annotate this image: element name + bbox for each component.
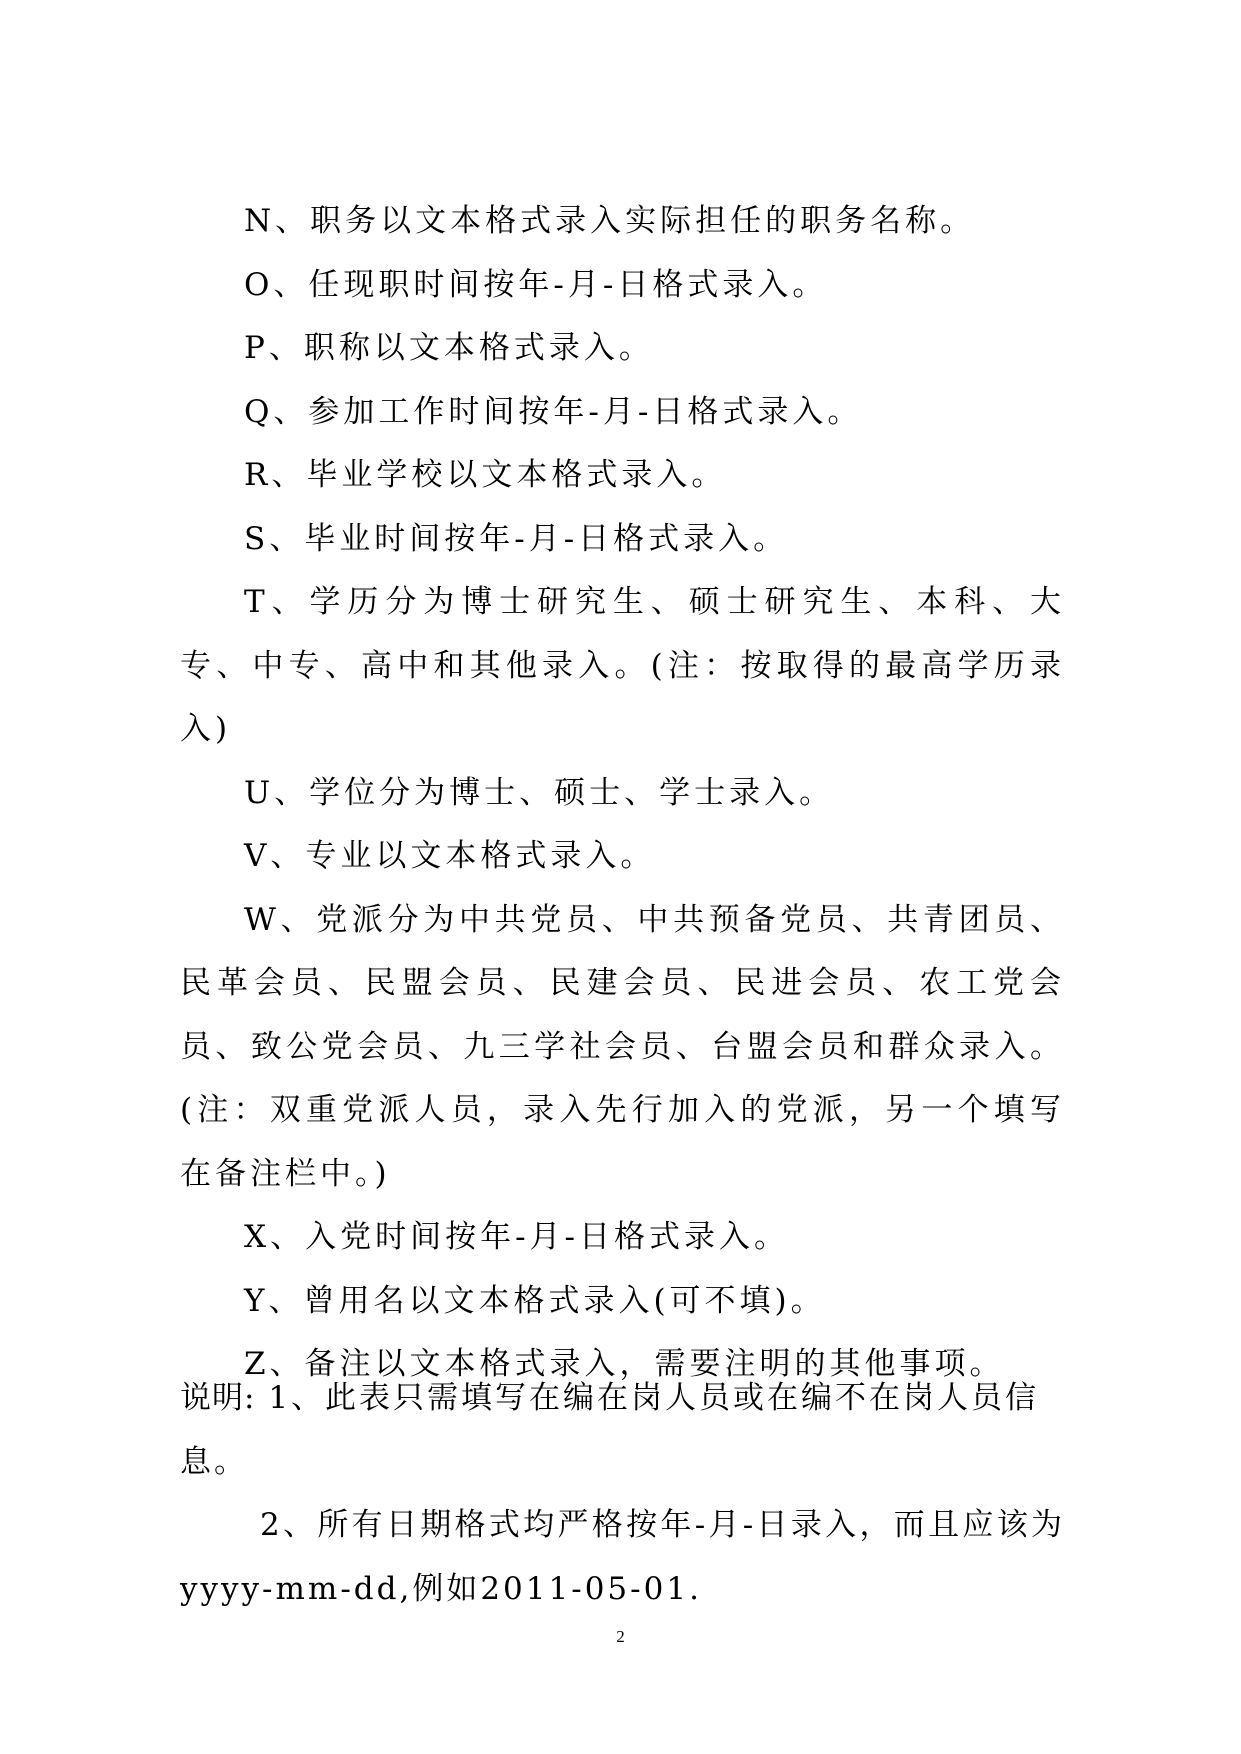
instruction-t: T、学历分为博士研究生、硕士研究生、本科、大专、中专、高中和其他录入。(注：按取得的最高学历录入) [180,584,1065,747]
notes-label: 说明: [180,1380,256,1416]
instruction-u: U、学位分为博士、硕士、学士录入。 [244,774,835,811]
instruction-q: Q、参加工作时间按年-月-日格式录入。 [244,393,863,430]
instruction-r: R、毕业学校以文本格式录入。 [244,457,727,493]
instruction-w: W、党派分为中共党员、中共预备党员、共青团员、民革会员、民盟会员、民建会员、民进会员、农工党会员、致公党会员、九三学社会员、台盟会员和群众录入。(注：双重党派人员，录入先行加入的党派，另一个填写在备注栏中。) [180,901,1065,1192]
note-1-line [180,1367,1065,1494]
instruction-y: Y、曾用名以文本格式录入(可不填)。 [244,1282,826,1319]
instruction-p: P、职称以文本格式录入。 [244,330,654,366]
notes-section [180,1367,1065,1621]
instruction-o: O、任现职时间按年-月-日格式录入。 [244,266,828,303]
instruction-v: V、专业以文本格式录入。 [244,838,656,874]
instruction-x: X、入党时间按年-月-日格式录入。 [244,1219,790,1255]
instruction-z: Z、备注以文本格式录入，需要注明的其他事项。 [244,1346,1005,1382]
field-instructions [180,190,1065,1397]
page-number: 2 [616,1627,625,1646]
note-2: 2、所有日期格式均严格按年-月-日录入，而且应该为yyyy-mm-dd,例如2011-05-01. [180,1507,1065,1607]
note-1: 1、此表只需填写在编在岗人员或在编不在岗人员信息。 [180,1380,1040,1480]
instruction-n: N、职务以文本格式录入实际担任的职务名称。 [244,203,976,239]
instruction-s: S、毕业时间按年-月-日格式录入。 [244,520,789,557]
